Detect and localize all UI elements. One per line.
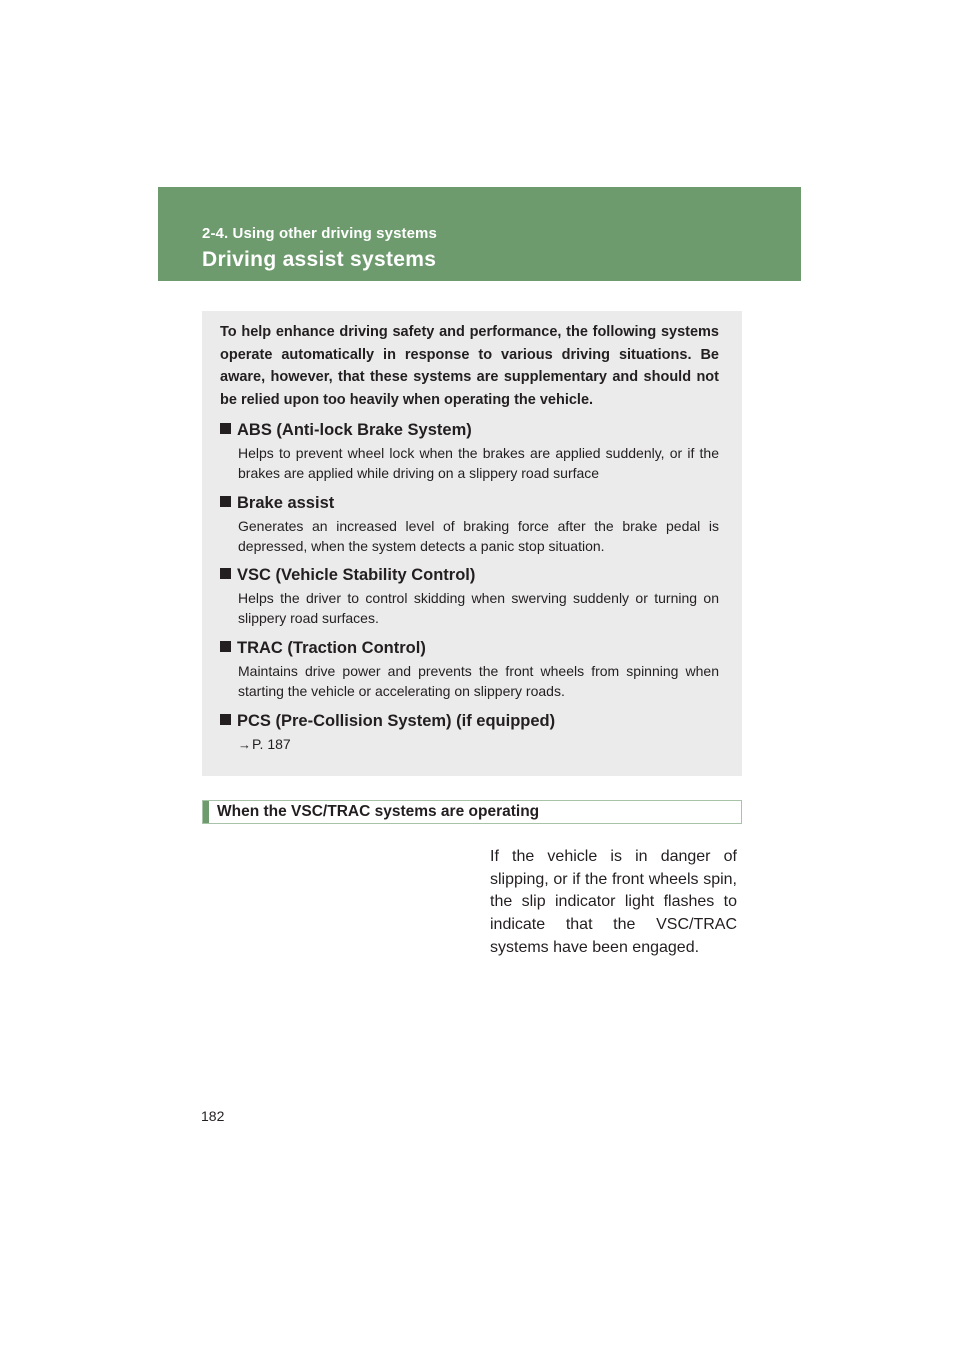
feature-heading <box>220 564 719 586</box>
section-label: 2-4. Using other driving systems <box>202 225 437 242</box>
subsection-title: When the VSC/TRAC systems are operating <box>217 803 540 820</box>
intro-text: To help enhance driving safety and performance, the following systems operate automatically in response to various driving situations. Be aware, however, that these systems are supplementary and should not be relied upon too heavily when operating the vehicle. <box>220 324 719 408</box>
square-bullet-icon <box>220 496 231 507</box>
feature-title: VSC (Vehicle Stability Control) <box>237 566 476 584</box>
subsection-body: If the vehicle is in danger of slipping, or if the front wheels spin, the slip indicator light flashes to indicate that the VSC/TRAC systems have been engaged. <box>490 848 737 956</box>
page-reference-text[interactable]: P. 187 <box>252 736 291 752</box>
arrow-right-icon: → <box>238 737 251 752</box>
feature-title: TRAC (Traction Control) <box>237 639 426 657</box>
feature-abs <box>220 419 719 483</box>
square-bullet-icon <box>220 714 231 725</box>
feature-heading <box>220 492 719 514</box>
feature-title: PCS (Pre-Collision System) (if equipped) <box>237 712 556 730</box>
subsection-header <box>202 800 742 824</box>
feature-heading <box>220 710 719 732</box>
feature-description: Generates an increased level of braking force after the brake pedal is depressed, when the system detects a panic stop situation. <box>238 518 719 554</box>
intro-box <box>202 311 742 776</box>
square-bullet-icon <box>220 641 231 652</box>
page-number: 182 <box>201 1108 225 1124</box>
page-title: Driving assist systems <box>202 248 437 271</box>
page-reference[interactable] <box>238 735 719 755</box>
feature-heading <box>220 419 719 441</box>
slip-indicator-illustration <box>218 836 468 1026</box>
feature-description: Helps the driver to control skidding when swerving suddenly or turning on slippery road surfaces. <box>238 590 719 626</box>
square-bullet-icon <box>220 568 231 579</box>
square-bullet-icon <box>220 423 231 434</box>
feature-description: Helps to prevent wheel lock when the brakes are applied suddenly, or if the brakes are applied while driving on a slippery road surface <box>238 445 719 481</box>
feature-brake-assist <box>220 492 719 556</box>
chapter-header-band <box>158 187 801 281</box>
feature-vsc <box>220 564 719 628</box>
feature-pcs <box>220 710 719 755</box>
feature-trac <box>220 637 719 701</box>
feature-title: ABS (Anti-lock Brake System) <box>237 421 472 439</box>
feature-title: Brake assist <box>237 494 335 512</box>
subsection-accent-bar <box>203 801 209 823</box>
feature-description: Maintains drive power and prevents the front wheels from spinning when starting the vehicle or accelerating on slippery roads. <box>238 663 719 699</box>
feature-heading <box>220 637 719 659</box>
